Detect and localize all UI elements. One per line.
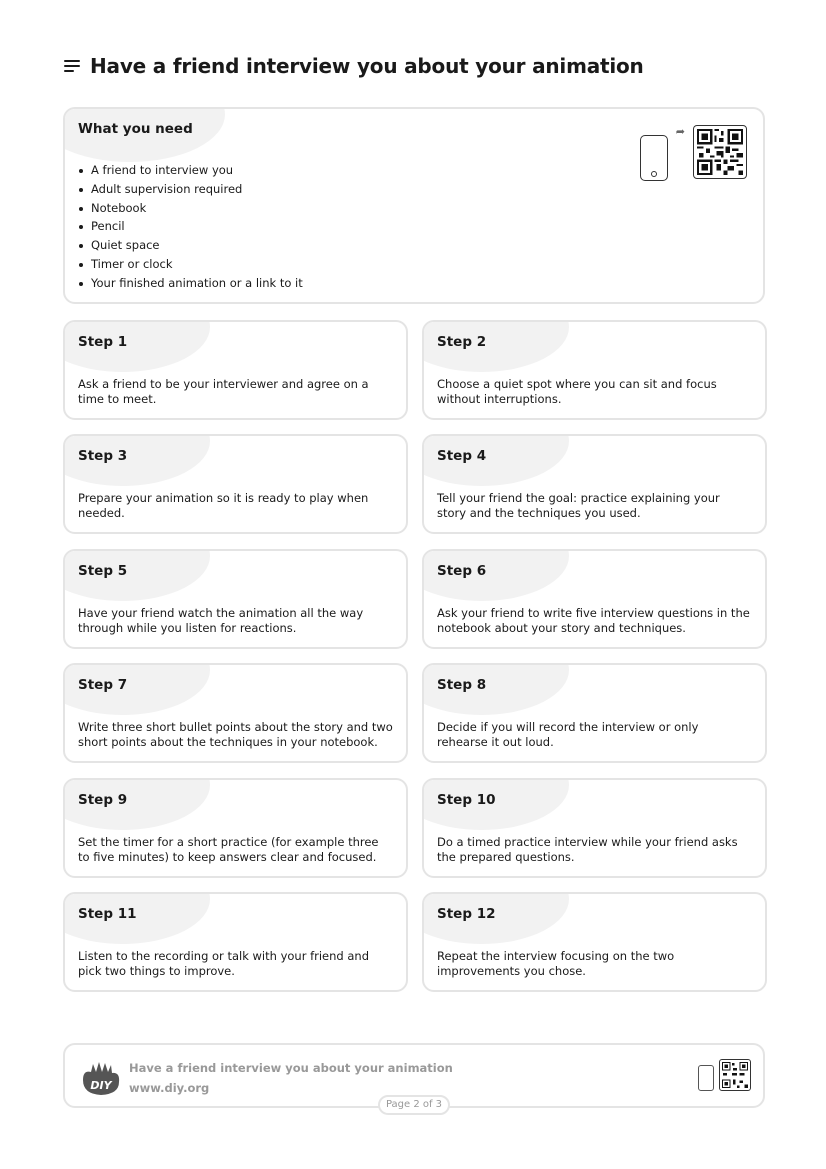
footer-title: Have a friend interview you about your animation xyxy=(129,1061,453,1075)
step-text: Repeat the interview focusing on the two improvements you chose. xyxy=(437,949,675,978)
step-text: Choose a quiet spot where you can sit and focus without interruptions. xyxy=(437,377,717,406)
step-card xyxy=(63,892,408,992)
step-label: Step 7 xyxy=(78,677,128,693)
step-label: Step 10 xyxy=(437,792,496,808)
step-card xyxy=(422,778,767,878)
step-text: Prepare your animation so it is ready to play when needed. xyxy=(78,491,369,520)
page-number: Page 2 of 3 xyxy=(378,1095,450,1115)
what-you-need-card xyxy=(63,107,765,304)
step-label: Step 6 xyxy=(437,563,487,579)
qr-code-icon[interactable] xyxy=(719,1059,751,1091)
step-label: Step 9 xyxy=(78,792,128,808)
step-label: Step 4 xyxy=(437,448,487,464)
step-text: Tell your friend the goal: practice explaining your story and the techniques you used. xyxy=(437,491,720,520)
step-text: Write three short bullet points about the story and two short points about the techniques in your notebook. xyxy=(78,720,393,749)
step-text: Have your friend watch the animation all the way through while you listen for reactions. xyxy=(78,606,364,635)
step-card xyxy=(63,663,408,763)
step-label: Step 3 xyxy=(78,448,128,464)
step-card xyxy=(63,549,408,649)
page-title: Have a friend interview you about your animation xyxy=(90,54,644,78)
list-item: Quiet space xyxy=(91,236,303,255)
phone-icon xyxy=(698,1065,714,1091)
arrow-icon: ➦ xyxy=(675,125,685,138)
step-card xyxy=(422,320,767,420)
step-card xyxy=(63,434,408,534)
step-text: Set the timer for a short practice (for example three to five minutes) to keep answers clear and focused. xyxy=(78,835,379,864)
menu-lines-icon xyxy=(64,59,80,73)
step-label: Step 8 xyxy=(437,677,487,693)
step-text: Ask your friend to write five interview questions in the notebook about your story and techniques. xyxy=(437,606,750,635)
step-label: Step 5 xyxy=(78,563,128,579)
qr-group[interactable] xyxy=(640,125,747,181)
footer-qr-group[interactable] xyxy=(698,1059,751,1091)
list-item: Adult supervision required xyxy=(91,180,303,199)
step-card xyxy=(422,663,767,763)
step-text: Listen to the recording or talk with your friend and pick two things to improve. xyxy=(78,949,370,978)
needs-list xyxy=(78,161,303,293)
list-item: A friend to interview you xyxy=(91,161,303,180)
diy-logo-icon[interactable] xyxy=(79,1058,123,1098)
page-header xyxy=(64,54,644,78)
what-you-need-heading: What you need xyxy=(78,121,193,137)
step-text: Do a timed practice interview while your friend asks the prepared questions. xyxy=(437,835,738,864)
phone-icon xyxy=(640,135,668,181)
step-card xyxy=(422,892,767,992)
step-label: Step 1 xyxy=(78,334,128,350)
svg-text:DIY: DIY xyxy=(90,1079,112,1092)
step-label: Step 12 xyxy=(437,906,496,922)
list-item: Pencil xyxy=(91,217,303,236)
step-text: Decide if you will record the interview or only rehearse it out loud. xyxy=(437,720,699,749)
step-text: Ask a friend to be your interviewer and agree on a time to meet. xyxy=(78,377,369,406)
qr-code-icon[interactable] xyxy=(693,125,747,179)
footer-url[interactable]: www.diy.org xyxy=(129,1081,210,1095)
step-card xyxy=(63,320,408,420)
step-label: Step 11 xyxy=(78,906,137,922)
step-card xyxy=(422,434,767,534)
list-item: Your finished animation or a link to it xyxy=(91,274,303,293)
step-card xyxy=(422,549,767,649)
step-card xyxy=(63,778,408,878)
list-item: Notebook xyxy=(91,199,303,218)
list-item: Timer or clock xyxy=(91,255,303,274)
step-label: Step 2 xyxy=(437,334,487,350)
